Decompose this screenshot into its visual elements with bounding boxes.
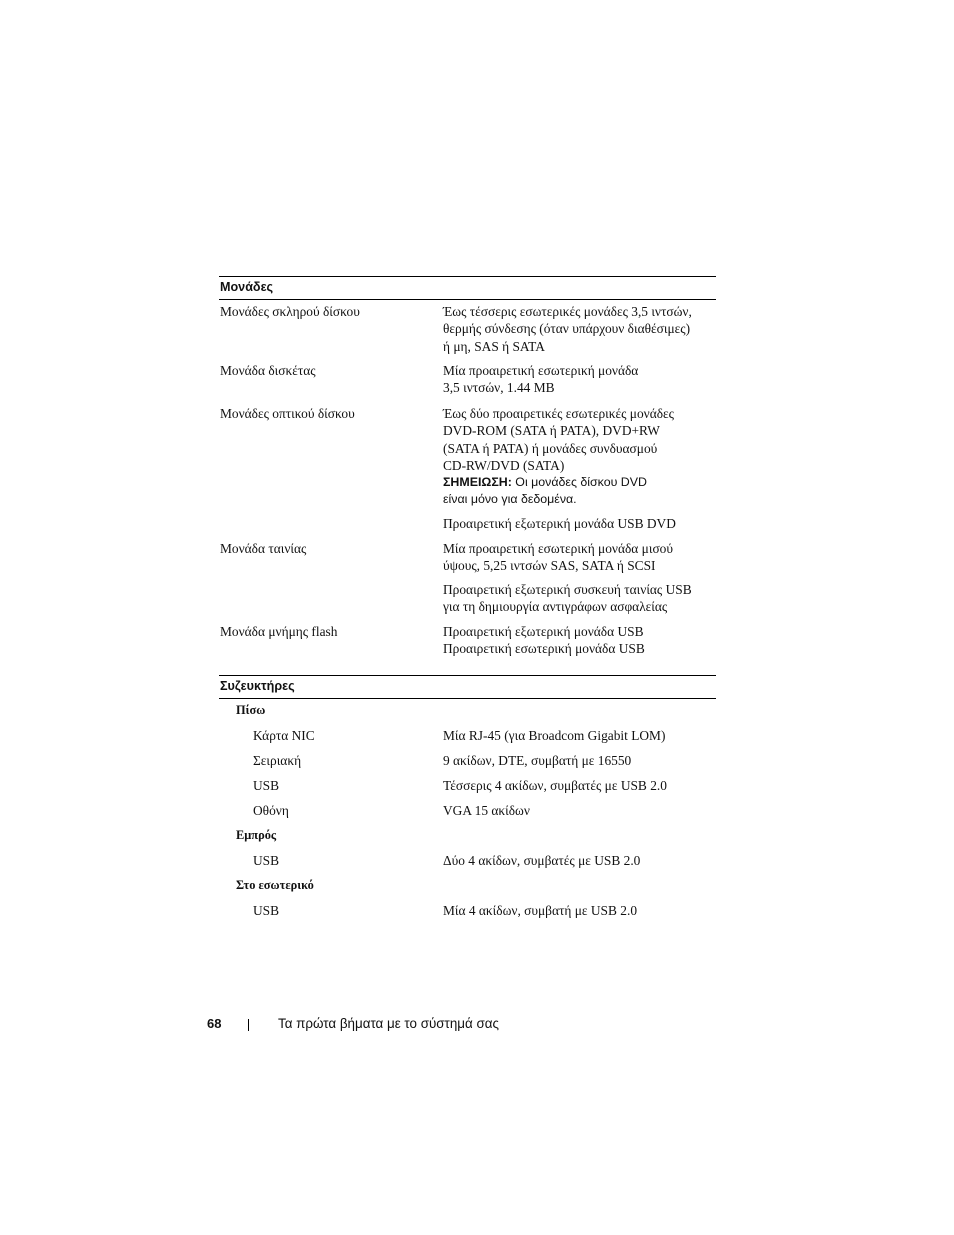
note-text: Οι μονάδες δίσκου DVD: [511, 475, 647, 490]
drives-heading-text: Μονάδες: [220, 280, 274, 294]
value-line: Μία προαιρετική εσωτερική μονάδα μισού: [443, 541, 674, 556]
drives-heading: [219, 276, 716, 300]
value-line: για τη δημιουργία αντιγράφων ασφαλείας: [443, 599, 668, 615]
footer-divider: [248, 1019, 249, 1031]
value-line: 3,5 ιντσών, 1.44 MB: [443, 380, 555, 396]
tape-drive-extra: [443, 581, 718, 616]
hard-drives-label: Μονάδες σκληρού δίσκου: [220, 304, 360, 319]
optical-drives-label: Μονάδες οπτικού δίσκου: [220, 406, 355, 421]
page-number: 68: [207, 1016, 222, 1031]
value-line: Προαιρετική εξωτερική συσκευή ταινίας USB: [443, 582, 692, 597]
diskette-drive-label: Μονάδα δισκέτας: [220, 363, 316, 378]
diskette-drive-value: [443, 362, 718, 397]
value-line: Έως δύο προαιρετικές εσωτερικές μονάδες: [443, 406, 674, 421]
optical-drives-value: [443, 405, 718, 509]
footer-title: Τα πρώτα βήματα με το σύστημά σας: [278, 1016, 499, 1031]
back-usb-value: Τέσσερις 4 ακίδων, συμβατές με USB 2.0: [443, 778, 667, 793]
value-line: Προαιρετική εξωτερική μονάδα USB: [443, 624, 644, 639]
front-usb-value: Δύο 4 ακίδων, συμβατές με USB 2.0: [443, 853, 641, 868]
value-line: Έως τέσσερις εσωτερικές μονάδες 3,5 ιντσών,: [443, 304, 692, 319]
nic-label: Κάρτα NIC: [253, 728, 315, 743]
value-line: ύψους, 5,25 ιντσών SAS, SATA ή SCSI: [443, 558, 656, 574]
value-line: θερμής σύνδεσης (όταν υπάρχουν διαθέσιμες): [443, 321, 691, 337]
serial-label: Σειριακή: [253, 753, 302, 768]
flash-drive-label: Μονάδα μνήμης flash: [220, 624, 338, 639]
nic-value: Μία RJ-45 (για Broadcom Gigabit LOM): [443, 728, 666, 743]
back-usb-label: USB: [253, 778, 280, 793]
serial-value: 9 ακίδων, DTE, συμβατή με 16550: [443, 753, 632, 768]
hard-drives-value: [443, 303, 718, 355]
note-line: είναι μόνο για δεδομένα.: [443, 492, 577, 507]
value-line: Μία προαιρετική εσωτερική μονάδα: [443, 363, 639, 378]
optical-drives-extra: Προαιρετική εξωτερική μονάδα USB DVD: [443, 516, 676, 531]
connectors-heading: [219, 675, 716, 699]
value-line: CD-RW/DVD (SATA): [443, 457, 565, 473]
internal-usb-value: Μία 4 ακίδων, συμβατή με USB 2.0: [443, 903, 638, 918]
front-usb-label: USB: [253, 853, 280, 868]
internal-usb-label: USB: [253, 903, 280, 918]
value-line: Προαιρετική εσωτερική μονάδα USB: [443, 641, 645, 657]
tape-drive-value: [443, 540, 718, 575]
tape-drive-label: Μονάδα ταινίας: [220, 541, 307, 556]
video-label: Οθόνη: [253, 803, 289, 818]
value-line: ή μη, SAS ή SATA: [443, 338, 545, 354]
note-label: ΣΗΜΕΙΩΣΗ:: [443, 475, 512, 490]
value-line: (SATA ή PATA) ή μονάδες συνδυασμού: [443, 440, 658, 456]
back-label: Πίσω: [236, 703, 266, 717]
front-label: Εμπρός: [236, 828, 277, 842]
note-line: [443, 474, 718, 491]
video-value: VGA 15 ακίδων: [443, 803, 530, 818]
flash-drive-value: [443, 623, 718, 658]
connectors-heading-text: Συζευκτήρες: [220, 679, 295, 693]
value-line: DVD-ROM (SATA ή PATA), DVD+RW: [443, 423, 660, 439]
internal-label: Στο εσωτερικό: [236, 878, 314, 892]
